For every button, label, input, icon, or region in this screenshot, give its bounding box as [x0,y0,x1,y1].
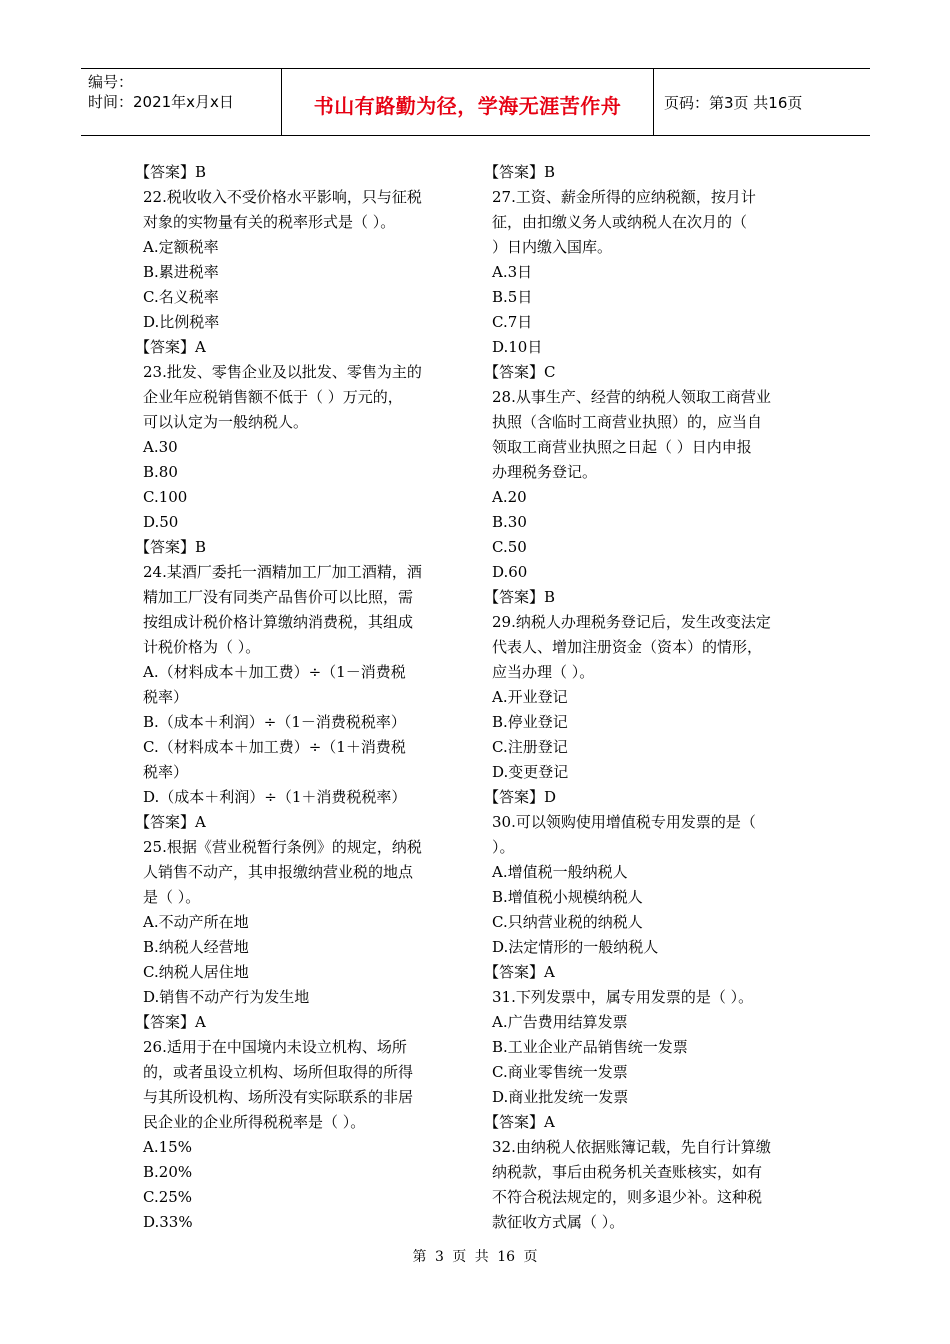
text-line: 29.纳税人办理税务登记后，发生改变法定 [492,613,771,631]
text-line: 24.某酒厂委托一酒精加工厂加工酒精，酒 [143,563,422,581]
text-line: B.（成本＋利润）÷（1－消费税税率） [143,713,406,731]
text-line: C.7日 [492,313,533,331]
page-header [81,68,870,136]
text-line: 计税价格为（ ）。 [143,638,261,656]
text-line: 税率） [143,688,189,706]
page-footer: 第 3 页 共 16 页 [412,1249,538,1265]
text-line: A.15% [143,1138,192,1156]
text-line: 27.工资、薪金所得的应纳税额，按月计 [492,188,756,206]
text-line: 是（ ）。 [143,888,201,906]
text-line: A.30 [143,438,178,456]
text-line: D.销售不动产行为发生地 [143,988,310,1006]
text-line: D.50 [143,513,179,531]
text-line: A.不动产所在地 [143,913,249,931]
header-motto-cell [282,69,654,135]
document-number-label: 编号： [88,73,134,91]
text-line: D.法定情形的一般纳税人 [492,938,659,956]
right-column [484,160,810,1235]
text-line: 纳税款，事后由税务机关查账核实，如有 [492,1163,763,1181]
answer-line: 【答案】C [484,363,556,381]
text-line: 款征收方式属（ ）。 [492,1213,625,1231]
text-line: A.开业登记 [492,688,568,706]
text-line: C.（材料成本＋加工费）÷（1＋消费税 [143,738,406,756]
text-line: D.60 [492,563,528,581]
text-line: C.注册登记 [492,738,568,756]
answer-line: 【答案】B [484,588,556,606]
text-line: D.商业批发统一发票 [492,1088,629,1106]
answer-line: 【答案】A [484,1113,555,1131]
text-line: 按组成计税价格计算缴纳消费税，其组成 [143,613,414,631]
text-line: 25.根据《营业税暂行条例》的规定，纳税 [143,838,422,856]
header-motto: 书山有路勤为径，学海无涯苦作舟 [313,93,622,118]
text-line: D.10日 [492,338,543,356]
text-line: B.80 [143,463,178,481]
text-line: A.20 [492,488,527,506]
text-line: D.（成本＋利润）÷（1＋消费税税率） [143,788,407,806]
answer-line: 【答案】A [135,813,206,831]
text-line: D.33% [143,1213,193,1231]
text-line: B.增值税小规模纳税人 [492,888,643,906]
text-line: D.比例税率 [143,313,220,331]
text-line: 28.从事生产、经营的纳税人领取工商营业 [492,388,771,406]
text-line: C.纳税人居住地 [143,963,249,981]
answer-line: 【答案】B [135,538,207,556]
text-line: 领取工商营业执照之日起（ ）日内申报 [492,438,752,456]
text-line: 不符合税法规定的，则多退少补。这种税 [492,1188,763,1206]
left-column [135,160,461,1235]
text-line: 税率） [143,763,189,781]
header-meta [81,69,282,135]
text-line: 32.由纳税人依据账簿记载，先自行计算缴 [492,1138,771,1156]
text-line: 企业年应税销售额不低于（ ）万元的， [143,388,403,406]
text-line: A.增值税一般纳税人 [492,863,628,881]
text-line: B.纳税人经营地 [143,938,249,956]
text-line: 执照（含临时工商营业执照）的，应当自 [492,413,763,431]
text-line: A.（材料成本＋加工费）÷（1－消费税 [143,663,406,681]
text-line: 精加工厂没有同类产品售价可以比照，需 [143,588,414,606]
text-line: 与其所设机构、场所没有实际联系的非居 [143,1088,414,1106]
header-page-info [654,69,870,135]
text-line: 30.可以领购使用增值税专用发票的是（ [492,813,756,831]
text-line: A.定额税率 [143,238,219,256]
text-line: 的，或者虽设立机构、场所但取得的所得 [143,1063,414,1081]
text-line: C.只纳营业税的纳税人 [492,913,643,931]
text-line: 对象的实物量有关的税率形式是（ ）。 [143,213,396,231]
text-line: B.20% [143,1163,193,1181]
page-info-text: 页码：第3页 共16页 [664,93,803,112]
answer-line: 【答案】A [135,338,206,356]
text-line: 31.下列发票中，属专用发票的是（ ）。 [492,988,754,1006]
text-line: C.名义税率 [143,288,219,306]
text-line: B.5日 [492,288,533,306]
text-line: B.停业登记 [492,713,568,731]
text-line: 办理税务登记。 [492,463,598,481]
text-line: A.3日 [492,263,533,281]
answer-line: 【答案】D [484,788,557,806]
text-line: 民企业的企业所得税税率是（ ）。 [143,1113,366,1131]
text-line: 人销售不动产，其申报缴纳营业税的地点 [143,863,414,881]
text-line: 代表人、增加注册资金（资本）的情形， [492,638,763,656]
text-line: B.工业企业产品销售统一发票 [492,1038,688,1056]
answer-line: 【答案】B [135,163,207,181]
text-line: 征，由扣缴义务人或纳税人在次月的（ [492,213,748,231]
text-line: ）日内缴入国库。 [492,238,613,256]
text-line: 26.适用于在中国境内未设立机构、场所 [143,1038,407,1056]
text-line: B.30 [492,513,527,531]
answer-line: 【答案】A [484,963,555,981]
text-line: C.100 [143,488,188,506]
text-line: 应当办理（ ）。 [492,663,595,681]
text-line: B.累进税率 [143,263,219,281]
text-line: C.50 [492,538,527,556]
answer-line: 【答案】A [135,1013,206,1031]
text-line: D.变更登记 [492,763,569,781]
text-line: 可以认定为一般纳税人。 [143,413,309,431]
text-line: 22.税收收入不受价格水平影响，只与征税 [143,188,422,206]
text-line: C.商业零售统一发票 [492,1063,628,1081]
document-date: 时间：2021年x月x日 [88,93,234,111]
text-line: C.25% [143,1188,193,1206]
text-line: A.广告费用结算发票 [492,1013,628,1031]
answer-line: 【答案】B [484,163,556,181]
text-line: ）。 [492,838,515,856]
text-line: 23.批发、零售企业及以批发、零售为主的 [143,363,422,381]
